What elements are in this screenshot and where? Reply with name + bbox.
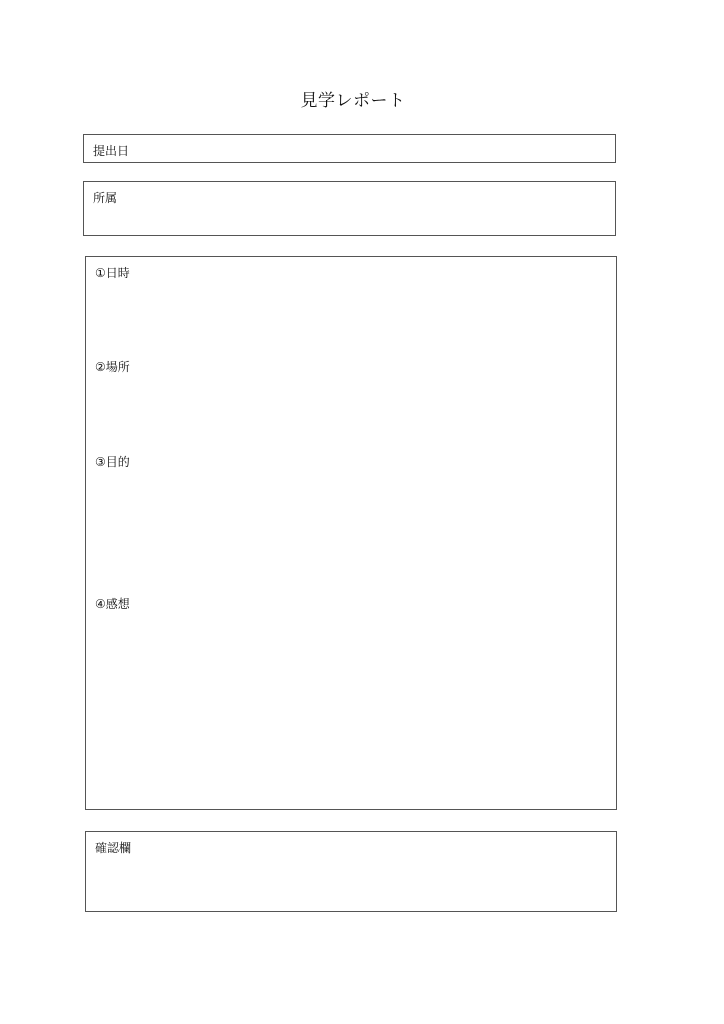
confirmation-field[interactable] xyxy=(85,831,617,912)
affiliation-label: 所属 xyxy=(93,191,118,205)
page-title: 見学レポート xyxy=(300,91,406,111)
datetime-label: ①日時 xyxy=(95,266,130,280)
report-body-field[interactable] xyxy=(85,256,617,810)
purpose-label: ③目的 xyxy=(95,455,130,469)
affiliation-field[interactable] xyxy=(83,181,616,236)
place-label: ②場所 xyxy=(95,360,130,374)
impression-label: ④感想 xyxy=(95,597,130,611)
confirmation-label: 確認欄 xyxy=(95,841,132,855)
submission-date-label: 提出日 xyxy=(93,144,130,158)
submission-date-field[interactable] xyxy=(83,134,616,163)
